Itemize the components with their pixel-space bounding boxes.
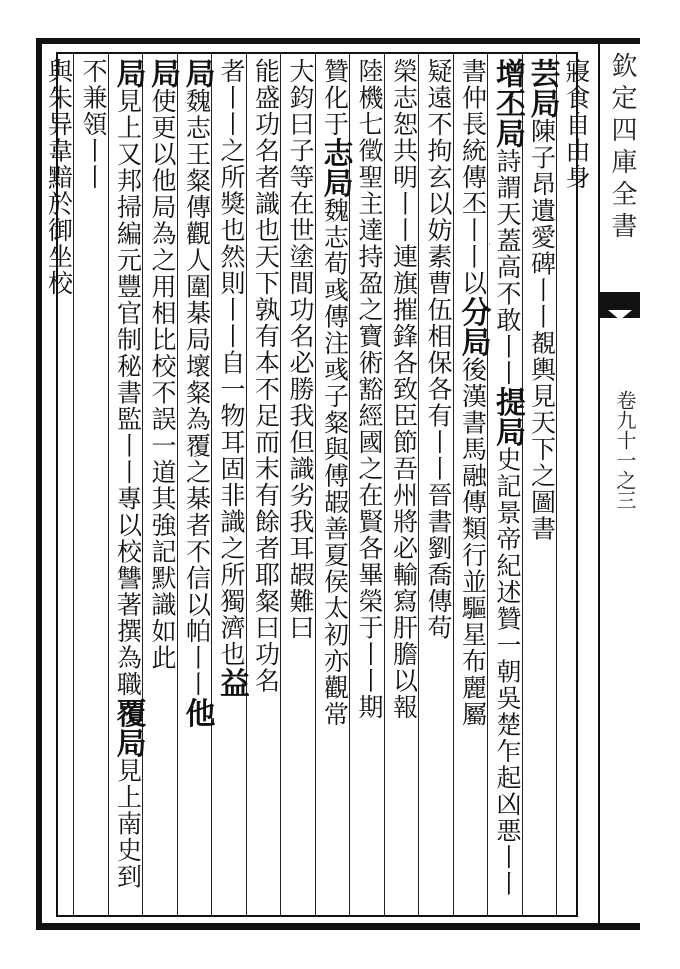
entry-heading: 覆局 — [110, 697, 146, 758]
text-column — [386, 58, 422, 908]
entry-text: 者丨丨之所獎也然則丨丨自一物耳固非識之所獨濟也 — [217, 58, 246, 668]
text-column — [420, 58, 456, 908]
entry-text: 大鈞曰子等在世塗間功名必勝我但識劣我耳嘏難曰 — [286, 58, 315, 641]
text-column — [110, 58, 146, 908]
entry-text: 使更以他局為之用相比校不誤一道其強記默識如此 — [148, 88, 177, 671]
entry-text: 不兼領丨丨 — [79, 58, 108, 191]
entry-heading: 局 — [110, 58, 146, 88]
entry-text: 贊化于 — [320, 58, 350, 138]
entry-text: 寢食自 — [562, 58, 591, 138]
entry-text: 魏志荀彧傳注彧子粲與傅嘏善夏侯太初亦觀常 — [320, 197, 350, 728]
entry-heading: 志局 — [317, 137, 353, 198]
entry-heading: 增丕局 — [490, 58, 525, 148]
entry-text: 由身 — [562, 137, 591, 191]
text-column — [144, 58, 180, 908]
text-column — [179, 58, 215, 908]
entry-text: 後漢書馬融傳類行並驅星布麗屬 — [458, 356, 488, 728]
entry-text: 詩謂天蓋高不敢丨丨 — [493, 148, 522, 387]
text-column — [213, 58, 249, 908]
entry-text: 與朱异韋黯於御坐校 — [44, 58, 74, 297]
entry-text: 陸機七徵聖主達持盈之寶術豁經國之在賢各畢榮于丨丨期 — [355, 58, 384, 721]
text-column — [351, 58, 387, 908]
text-column — [282, 58, 318, 908]
entry-heading: 芸局 — [524, 58, 560, 118]
entry-heading: 他 — [179, 697, 215, 728]
text-column — [524, 58, 560, 908]
entry-heading: 益 — [214, 667, 249, 698]
entry-text: 榮志恕共明丨丨連旗摧鋒各致臣節吾州將必輸寫肝膽以報 — [389, 58, 419, 721]
text-column — [75, 58, 111, 908]
entry-heading: 局 — [179, 58, 215, 88]
text-column — [558, 58, 594, 908]
entry-text: 陳子昂遺愛碑丨丨覩輿見天下之圖書 — [527, 118, 557, 542]
entry-text: 疑遠不拘玄以妨素曹伍相保各有丨丨晉書劉喬傳苟 — [424, 58, 453, 641]
text-column — [317, 58, 353, 908]
text-column — [248, 58, 284, 908]
entry-heading: 提局 — [490, 386, 525, 447]
text-column — [489, 58, 525, 908]
entry-text: 見上又邦掃編元豐官制秘書監丨丨專以校讐著撰為職 — [113, 88, 143, 698]
entry-text: 能盛功名者識也天下孰有本不足而末有餘者耶粲曰功名 — [251, 58, 281, 694]
text-column — [41, 58, 77, 908]
entry-heading: 局 — [145, 58, 180, 88]
entry-heading: 分局 — [455, 296, 491, 357]
entry-text: 魏志王粲傳觀人圍棊局壞粲為覆之棊者不信以帕丨丨 — [182, 88, 212, 698]
banxin-book-title: 欽定四庫全書 — [607, 52, 637, 244]
banxin-juan-number: 卷九十一之三 — [613, 390, 637, 510]
entry-text: 見上南史到 — [113, 757, 143, 890]
fish-tail-mark — [600, 292, 640, 318]
text-column — [455, 58, 491, 908]
entry-text: 書仲長統傳丕丨丨以 — [458, 58, 488, 297]
entry-text: 史記景帝紀述贊一朝吳楚乍起凶悪丨丨 — [493, 446, 522, 897]
